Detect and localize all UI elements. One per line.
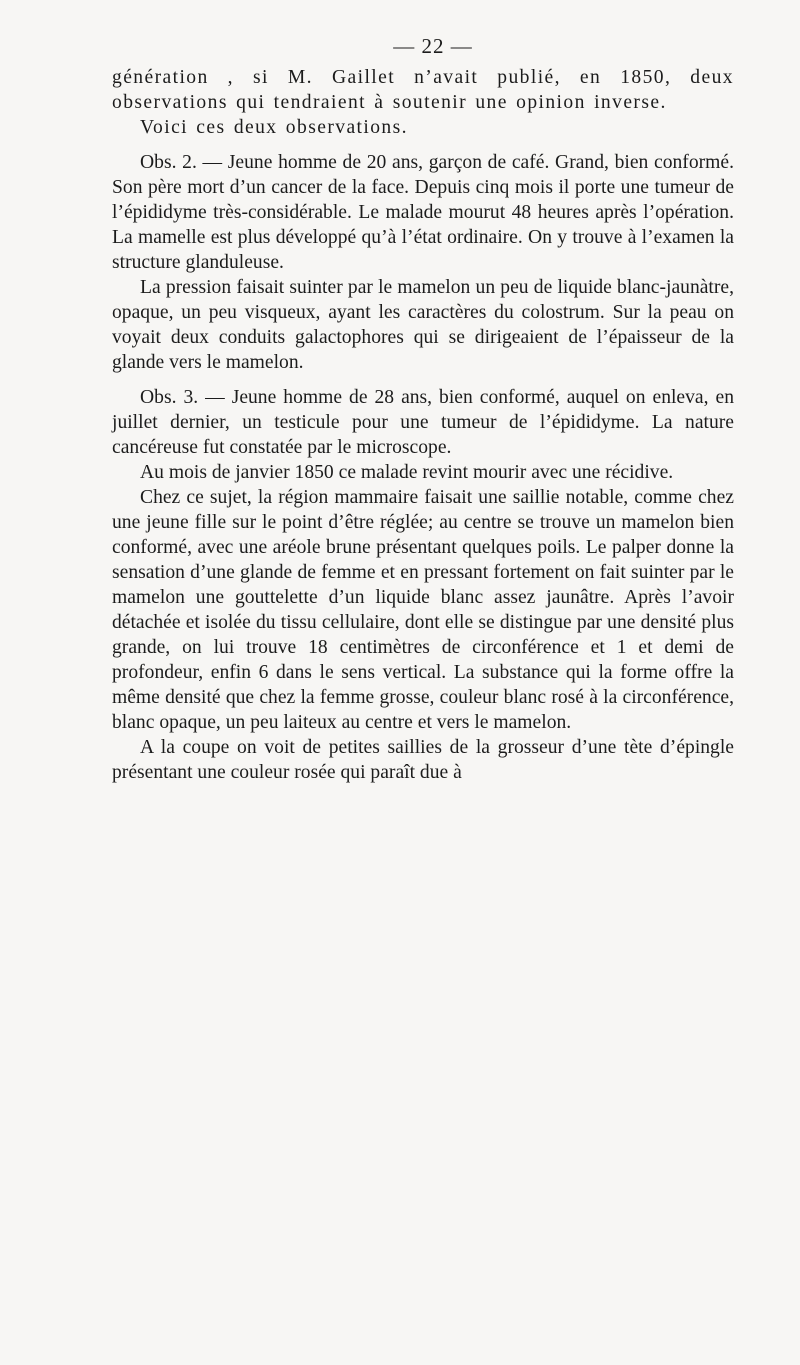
paragraph-announcement: Voici ces deux observations. xyxy=(140,117,408,138)
paragraph-obs2-pressure: La pression faisait suinter par le mamelon un peu de liquide blanc-jaunàtre, opaque, un peu visqueux, ayant les caractères du colostrum. Sur la peau on voyait deux conduits galactophores qui se dirigeaient de l’épaisseur de la glande vers le mamelon. xyxy=(112,277,734,373)
paragraph-obs3-recurrence: Au mois de janvier 1850 ce malade revint mourir avec une récidive. xyxy=(140,462,674,483)
document-page xyxy=(112,34,734,785)
paragraph-intro: génération , si M. Gaillet n’avait publié, en 1850, deux observations qui tendraient à soutenir une opinion inverse. xyxy=(112,67,734,113)
paragraph-obs2-description: Obs. 2. — Jeune homme de 20 ans, garçon de café. Grand, bien conformé. Son père mort d’un cancer de la face. Depuis cinq mois il porte une tumeur de l’épididyme très-considérable. Le malade mourut 48 heures après l’opération. La mamelle est plus développé qu’à l’état ordinaire. On y trouve à l’examen la structure glanduleuse. xyxy=(112,152,734,273)
paragraph-obs3-section: A la coupe on voit de petites saillies de la grosseur d’une tète d’épingle présentant une couleur rosée qui paraît due à xyxy=(112,737,734,783)
page-number: — 22 — xyxy=(393,34,473,58)
paragraph-obs3-description: Obs. 3. — Jeune homme de 28 ans, bien conformé, auquel on enleva, en juillet dernier, un testicule pour une tumeur de l’épididyme. La nature cancéreuse fut constatée par le microscope. xyxy=(112,387,734,458)
paragraph-obs3-mammary: Chez ce sujet, la région mammaire faisait une saillie notable, comme chez une jeune fille sur le point d’être réglée; au centre se trouve un mamelon bien conformé, avec une aréole brune présentant quelques poils. Le palper donne la sensation d’une glande de femme et en pressant fortement on fait suinter par le mamelon une gouttelette d’un liquide blanc assez jaunâtre. Après l’avoir détachée et isolée du tissu cellulaire, dont elle se distingue par une densité plus grande, on lui trouve 18 centimètres de circonférence et 1 et demi de profondeur, enfin 6 dans le sens vertical. La substance qui la forme offre la même densité que chez la femme grosse, couleur blanc rosé à la circonférence, blanc opaque, un peu laiteux au centre et vers le mamelon. xyxy=(112,487,734,733)
